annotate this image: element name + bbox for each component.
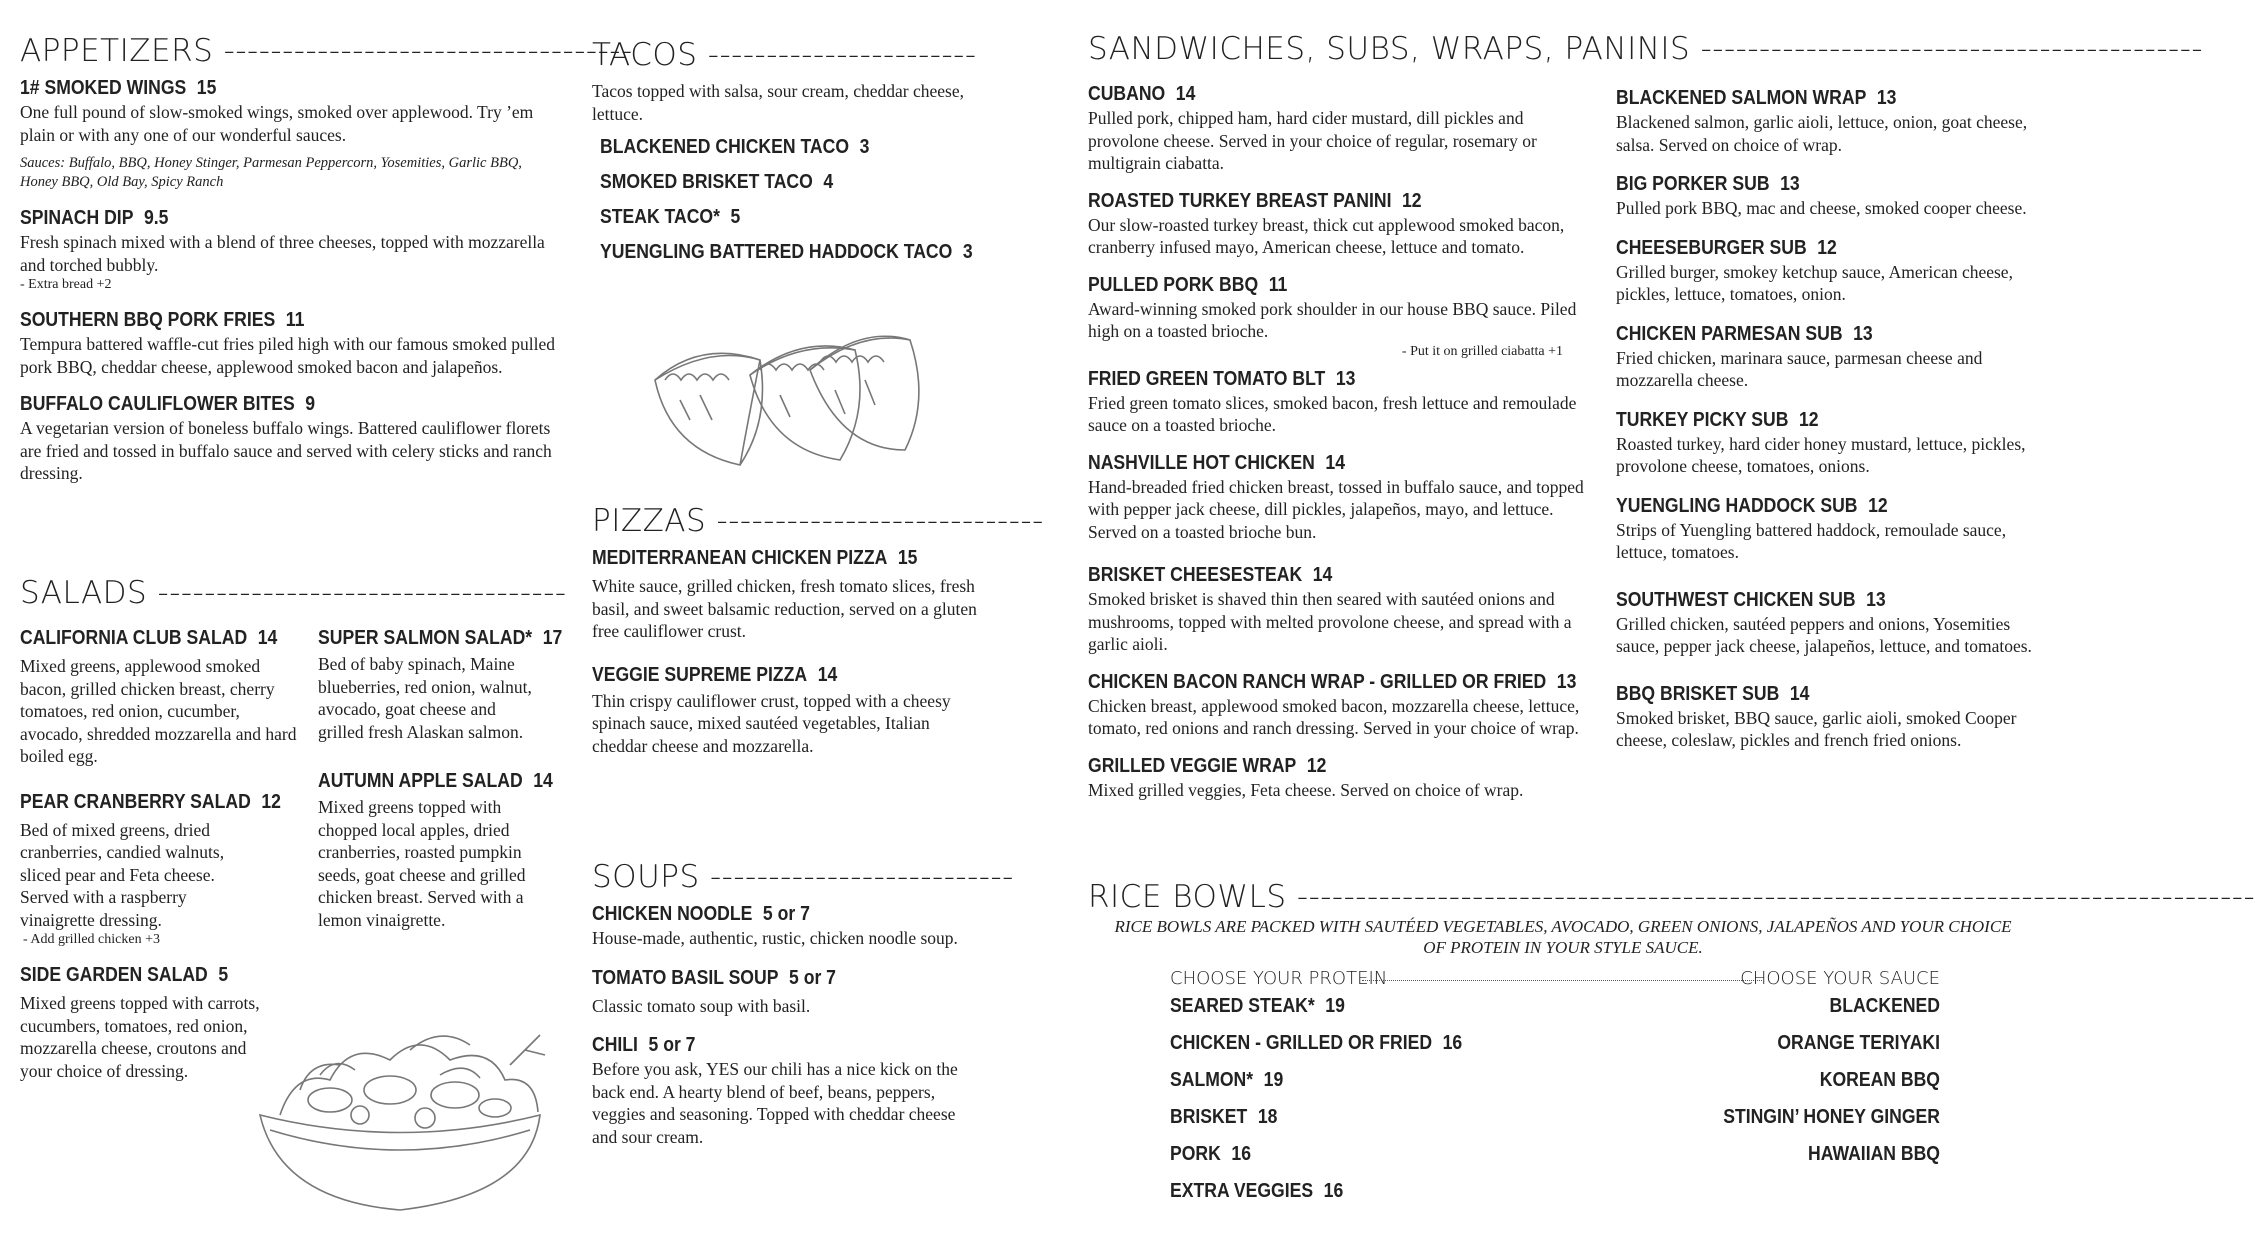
item-name: FRIED GREEN TOMATO BLT (1088, 367, 1326, 390)
item-name: CHICKEN PARMESAN SUB (1616, 322, 1843, 345)
item-description: One full pound of slow-smoked wings, smoked over applewood. Try ’em plain or with any one of our wonderful sauces. (20, 102, 534, 145)
protein-item: SEARED STEAK* 19 (1170, 995, 1345, 1017)
menu-item (1616, 494, 2036, 564)
item-description: Fresh spinach mixed with a blend of three cheeses, topped with mozzarella and torched bubbly. (20, 232, 545, 275)
sauce-label: CHOOSE YOUR SAUCE (1740, 968, 1940, 989)
item-name: TURKEY PICKY SUB (1616, 408, 1789, 431)
item-price: 14 (817, 663, 838, 686)
menu-item (1088, 189, 1593, 259)
menu-item (20, 308, 555, 378)
rice-bowls-intro: RICE BOWLS ARE PACKED WITH SAUTÉED VEGETABLES, AVOCADO, GREEN ONIONS, JALAPEÑOS AND YOUR CHOICE OF PROTEIN IN YOUR STYLE SAUCE. (1114, 917, 2012, 957)
tacos-intro: Tacos topped with salsa, sour cream, cheddar cheese, lettuce. (592, 81, 964, 124)
salads-right-column (318, 626, 568, 945)
sandwiches-left-column (1088, 82, 1593, 815)
choose-protein-header (1170, 968, 1940, 990)
sauce-item: BLACKENED (1829, 995, 1940, 1017)
menu-item (318, 769, 568, 931)
menu-item (1616, 172, 2036, 220)
item-description: Our slow-roasted turkey breast, thick cut applewood smoked bacon, cranberry infused mayo, American cheese, lettuce and tomato. (1088, 214, 1565, 257)
item-description: White sauce, grilled chicken, fresh tomato slices, fresh basil, and sweet balsamic reduction, served on a gluten free cauliflower crust. (592, 576, 977, 641)
menu-item (1616, 86, 2036, 156)
item-price: 11 (285, 309, 305, 331)
item-price: 13 (1556, 670, 1577, 693)
menu-item (1616, 236, 2036, 306)
item-description: Chicken breast, applewood smoked bacon, mozzarella cheese, lettuce, tomato, red onions and ranch dressing. Served in your choice of wrap. (1088, 695, 1580, 738)
item-price: 4 (823, 171, 834, 193)
item-description: Classic tomato soup with basil. (592, 995, 811, 1016)
item-name: 1# SMOKED WINGS (20, 77, 187, 99)
protein-item: BRISKET 18 (1170, 1106, 1278, 1128)
item-description: Strips of Yuengling battered haddock, remoulade sauce, lettuce, tomatoes. (1616, 519, 2007, 562)
item-description: Bed of baby spinach, Maine blueberries, red onion, walnut, avocado, goat cheese and grilled fresh Alaskan salmon. (318, 654, 532, 742)
menu-item (1088, 273, 1593, 361)
item-price: 14 (257, 627, 278, 649)
pizzas-title: PIZZAS ---------------------------- (592, 503, 1044, 539)
item-name: MEDITERRANEAN CHICKEN PIZZA (592, 547, 888, 569)
item-price: 12 (1799, 408, 1819, 431)
menu-item (1088, 670, 1593, 740)
item-description: Pulled pork, chipped ham, hard cider mustard, dill pickles and provolone cheese. Served in your choice of regular, rosemary or multigrain ciabatta. (1088, 108, 1537, 173)
salads-title: SALADS ----------------------------------- (20, 575, 567, 611)
menu-item (600, 205, 972, 230)
item-description: Fried chicken, marinara sauce, parmesan cheese and mozzarella cheese. (1616, 347, 1983, 390)
item-name: SMOKED BRISKET TACO (600, 171, 813, 193)
item-description: Mixed greens topped with carrots, cucumbers, tomatoes, red onion, mozzarella cheese, croutons and your choice of dressing. (20, 993, 260, 1081)
menu-item (20, 790, 305, 950)
item-name: TOMATO BASIL SOUP (592, 966, 779, 989)
item-description: Bed of mixed greens, dried cranberries, candied walnuts, sliced pear and Feta cheese. Served with a raspberry vinaigrette dressing. (20, 819, 225, 930)
item-price: 12 (1306, 754, 1327, 777)
item-price: 13 (1780, 173, 1800, 195)
protein-list (1170, 994, 1590, 1216)
menu-item (20, 626, 305, 768)
item-price: 14 (1789, 682, 1810, 705)
item-name: BRISKET CHEESESTEAK (1088, 564, 1303, 586)
menu-item (318, 626, 568, 743)
rice-bowls-section (1088, 878, 2255, 958)
item-name: SOUTHWEST CHICKEN SUB (1616, 588, 1856, 611)
protein-item: CHICKEN - GRILLED OR FRIED 16 (1170, 1032, 1463, 1054)
menu-item (600, 170, 972, 195)
item-name: YUENGLING HADDOCK SUB (1616, 494, 1858, 517)
salad-bowl-illustration (240, 1020, 560, 1220)
item-name: PULLED PORK BBQ (1088, 273, 1259, 296)
menu-item (600, 240, 972, 265)
sauce-list (1620, 994, 1940, 1179)
item-price: 12 (1402, 189, 1422, 212)
item-name: ROASTED TURKEY BREAST PANINI (1088, 189, 1392, 212)
item-name: SUPER SALMON SALAD* (318, 627, 533, 649)
extra-bread-note: - Extra bread +2 (20, 277, 112, 292)
item-price: 14 (533, 770, 553, 792)
taco-illustration (640, 300, 940, 480)
item-description: Mixed greens, applewood smoked bacon, grilled chicken breast, cherry tomatoes, red onion, cucumber, avocado, shredded mozzarella and hard boiled egg. (20, 656, 297, 766)
menu-item (1616, 408, 2036, 478)
item-price: 15 (196, 77, 217, 99)
item-price: 13 (1866, 588, 1886, 611)
item-description: A vegetarian version of boneless buffalo wings. Battered cauliflower florets are fried and tossed in buffalo sauce and served with celery sticks and ranch dressing. (20, 418, 552, 483)
item-description: Award-winning smoked pork shoulder in our house BBQ sauce. Piled high on a toasted brioche. (1088, 298, 1577, 341)
item-name: CHICKEN BACON RANCH WRAP - GRILLED OR FRIED (1088, 670, 1547, 693)
item-price: 13 (1853, 322, 1873, 345)
menu-item (1088, 82, 1593, 175)
menu-item (20, 392, 555, 485)
item-description: Roasted turkey, hard cider honey mustard, lettuce, pickles, provolone cheese, tomatoes, onions. (1616, 433, 2026, 476)
item-name: SOUTHERN BBQ PORK FRIES (20, 309, 276, 331)
sauce-item: HAWAIIAN BBQ (1808, 1143, 1940, 1165)
item-description: Mixed greens topped with chopped local apples, dried cranberries, roasted pumpkin seeds, goat cheese and grilled chicken breast. Served with a lemon vinaigrette. (318, 797, 526, 930)
menu-item (1088, 563, 1593, 656)
menu-item (592, 966, 982, 1018)
item-price: 5 or 7 (789, 966, 836, 989)
item-price: 9.5 (143, 207, 169, 229)
header-divider (1362, 980, 1762, 981)
sandwiches-right-column (1616, 86, 2036, 766)
item-description: Hand-breaded fried chicken breast, tossed in buffalo sauce, and topped with pepper jack cheese, dill pickles, jalapeños, mayo, and lettuce. Served on a toasted brioche bun. (1088, 476, 1584, 542)
item-name: STEAK TACO* (600, 206, 720, 228)
menu-item (1088, 451, 1593, 544)
menu-item (1616, 682, 2036, 752)
protein-label: CHOOSE YOUR PROTEIN (1170, 968, 1388, 989)
item-description: Grilled burger, smokey ketchup sauce, American cheese, pickles, lettuce, tomatoes, onion. (1616, 261, 2013, 304)
menu-item (1616, 588, 2036, 658)
item-name: NASHVILLE HOT CHICKEN (1088, 451, 1315, 474)
item-price: 5 or 7 (648, 1034, 696, 1056)
item-price: 13 (1335, 367, 1356, 390)
item-description: Fried green tomato slices, smoked bacon, fresh lettuce and remoulade sauce on a toasted brioche. (1088, 392, 1577, 435)
rice-bowls-title: RICE BOWLS ---------------------------------------------------------------------------------- (1088, 879, 2255, 915)
item-name: VEGGIE SUPREME PIZZA (592, 663, 808, 686)
sandwiches-title: SANDWICHES, SUBS, WRAPS, PANINIS ------------------------------------------- (1088, 31, 2204, 67)
item-description: Blackened salmon, garlic aioli, lettuce, onion, goat cheese, salsa. Served on choice of wrap. (1616, 112, 2028, 155)
appetizers-section (20, 32, 633, 499)
salads-section (20, 574, 565, 618)
item-name: BUFFALO CAULIFLOWER BITES (20, 393, 295, 415)
sauce-item: STINGIN’ HONEY GINGER (1723, 1106, 1940, 1128)
item-price: 12 (1817, 236, 1837, 259)
item-name: BIG PORKER SUB (1616, 173, 1770, 195)
item-name: SIDE GARDEN SALAD (20, 964, 208, 986)
sauce-item: ORANGE TERIYAKI (1777, 1032, 1940, 1054)
item-price: 12 (261, 790, 281, 813)
item-price: 9 (305, 393, 316, 415)
item-price: 3 (859, 136, 870, 158)
item-name: AUTUMN APPLE SALAD (318, 770, 523, 792)
item-name: CUBANO (1088, 83, 1166, 105)
item-price: 14 (1325, 451, 1346, 474)
item-name: GRILLED VEGGIE WRAP (1088, 754, 1297, 777)
menu-item (20, 206, 555, 294)
item-description: Grilled chicken, sautéed peppers and onions, Yosemities sauce, pepper jack cheese, jalapeños, lettuce, and tomatoes. (1616, 613, 2032, 656)
sandwiches-section (1088, 30, 2204, 74)
menu-item (592, 663, 982, 758)
add-chicken-note: - Add grilled chicken +3 (23, 932, 160, 947)
item-name: CHICKEN NOODLE (592, 903, 753, 925)
item-price: 5 (218, 964, 229, 986)
item-name: SPINACH DIP (20, 207, 134, 229)
menu-item (592, 902, 982, 950)
protein-item: SALMON* 19 (1170, 1069, 1284, 1091)
item-name: CHILI (592, 1034, 638, 1056)
item-name: BLACKENED SALMON WRAP (1616, 87, 1867, 109)
item-description: Mixed grilled veggies, Feta cheese. Served on choice of wrap. (1088, 779, 1524, 800)
pizzas-section (592, 502, 1044, 771)
item-price: 11 (1268, 273, 1288, 296)
soups-title: SOUPS -------------------------- (592, 859, 1014, 895)
item-description: Smoked brisket, BBQ sauce, garlic aioli, smoked Cooper cheese, coleslaw, pickles and french fried onions. (1616, 707, 2017, 750)
item-price: 3 (962, 241, 973, 263)
item-description: Thin crispy cauliflower crust, topped with a cheesy spinach sauce, mixed sautéed vegetables, Italian cheddar cheese and mozzarella. (592, 690, 951, 756)
item-price: 13 (1876, 87, 1897, 109)
sauce-item: KOREAN BBQ (1819, 1069, 1940, 1091)
tacos-section (592, 36, 977, 275)
item-description: Pulled pork BBQ, mac and cheese, smoked cooper cheese. (1616, 198, 2027, 218)
menu-item (1088, 754, 1593, 802)
soups-section (592, 858, 1014, 1162)
menu-item (600, 135, 972, 160)
menu-item (592, 546, 982, 643)
item-price: 5 (730, 206, 741, 228)
item-description: Smoked brisket is shaved thin then seared with sautéed onions and mushrooms, topped with melted provolone cheese, and spread with a garlic aioli. (1088, 589, 1572, 654)
item-price: 14 (1175, 83, 1196, 105)
appetizers-title: APPETIZERS ----------------------------------- (20, 33, 633, 69)
item-description: Before you ask, YES our chili has a nice kick on the back end. A hearty blend of beef, beans, peppers, veggies and seasoning. Topped with cheddar cheese and sour cream. (592, 1059, 958, 1147)
item-price: 5 or 7 (762, 903, 810, 925)
item-name: CHEESEBURGER SUB (1616, 236, 1807, 259)
menu-item (20, 76, 555, 192)
item-description: Tempura battered waffle-cut fries piled high with our famous smoked pulled pork BBQ, cheddar cheese, applewood smoked bacon and jalapeños. (20, 334, 555, 377)
item-name: YUENGLING BATTERED HADDOCK TACO (600, 241, 953, 263)
protein-item: EXTRA VEGGIES 16 (1170, 1180, 1344, 1202)
item-name: BBQ BRISKET SUB (1616, 682, 1780, 705)
item-price: 15 (897, 547, 918, 569)
item-description: House-made, authentic, rustic, chicken noodle soup. (592, 928, 958, 948)
menu-item (1088, 367, 1593, 437)
menu-item (1616, 322, 2036, 392)
tacos-title: TACOS ----------------------- (592, 37, 977, 73)
ciabatta-note: - Put it on grilled ciabatta +1 (1401, 343, 1563, 359)
protein-item: PORK 16 (1170, 1143, 1252, 1165)
item-name: BLACKENED CHICKEN TACO (600, 136, 850, 158)
item-price: 14 (1312, 564, 1333, 586)
item-price: 12 (1868, 494, 1888, 517)
menu-item (592, 1033, 982, 1148)
item-name: PEAR CRANBERRY SALAD (20, 790, 251, 813)
sauces-note: Sauces: Buffalo, BBQ, Honey Stinger, Parmesan Peppercorn, Yosemities, Garlic BBQ, Honey BBQ, Old Bay, Spicy Ranch (20, 155, 522, 190)
item-price: 17 (542, 627, 563, 649)
item-name: CALIFORNIA CLUB SALAD (20, 627, 248, 649)
